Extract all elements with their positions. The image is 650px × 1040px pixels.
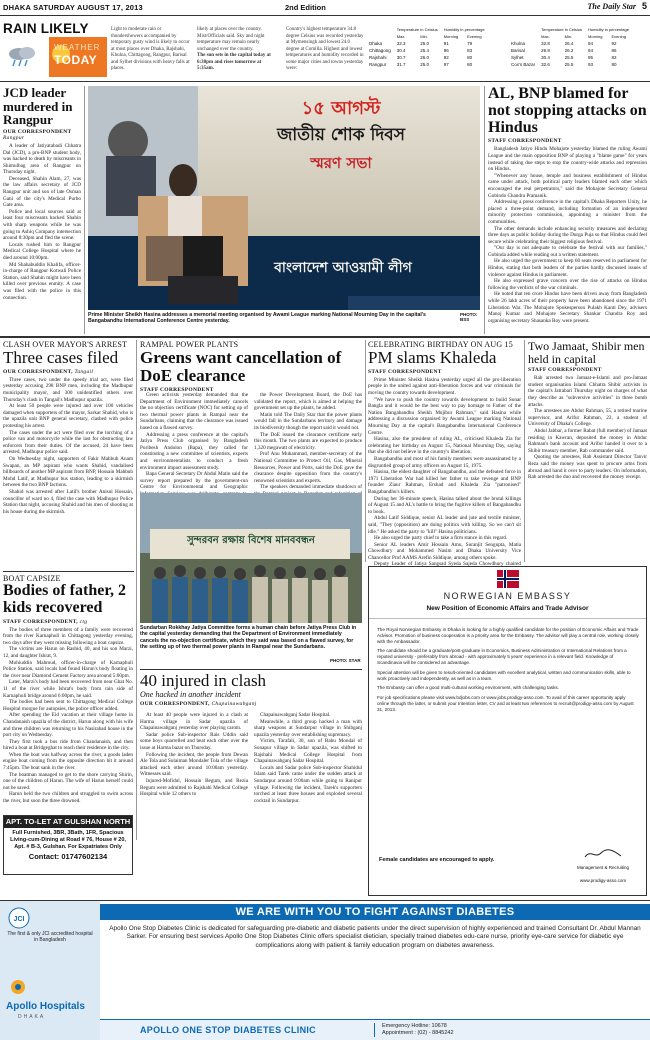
byline: [3, 129, 81, 141]
ad-line: Living-cum-Dining at Road # 76, House # 20,: [10, 837, 126, 843]
byline-name: OUR CORRESPONDENT: [3, 128, 72, 135]
kicker: CLASH OVER MAYOR'S ARREST: [3, 340, 128, 349]
byline: STAFF CORRESPONDENT: [528, 367, 602, 374]
byline: OUR CORRESPONDENT, Chapainawabganj: [140, 700, 257, 707]
weather-table-right: [508, 26, 632, 68]
headline: 40 injured in clash: [140, 671, 267, 690]
rain-cloud-icon: [5, 45, 41, 69]
byline: STAFF CORRESPONDENT: [140, 386, 214, 393]
dateline: Tangail: [74, 368, 94, 375]
article-al-bnp: [488, 86, 647, 334]
page-masthead: [0, 0, 650, 16]
prodigy-signature-icon: [583, 848, 623, 860]
section-divider: [0, 336, 650, 338]
article-boat: [3, 574, 133, 810]
byline: STAFF CORRESPONDENT: [488, 138, 562, 145]
norwegian-crest-icon: [497, 570, 519, 588]
appointment-number: Appointment : (02) - 8845242: [382, 1030, 454, 1036]
prodigy-url: www.prodigy-asso.com: [579, 878, 627, 883]
jci-badge-icon: [8, 907, 38, 929]
ad-contact: [7, 853, 129, 860]
weather-text-1: Light to moderate rain or thundershowers accompanied by temporary gusty wind is likely to occur at most places over Dhaka, Rajshahi, Khulna, Chittagong, Rangpur, Barisal and Sylhet divisions with heavy falls at places.: [111, 27, 190, 71]
contact-phone: 01747602134: [61, 852, 108, 861]
dateline: ctg: [79, 618, 88, 625]
headline: AL, BNP blamed for not stopping attacks on Hindus: [488, 85, 647, 136]
paper-logo: The Daily Star: [587, 2, 636, 11]
temp-group-header: Temperature in Celsius: [541, 27, 583, 32]
photo-credit: PHOTO: BSS: [460, 312, 478, 322]
human-chain-image: [140, 493, 362, 623]
banner-title: জাতীয় শোক দিবস: [277, 125, 405, 145]
weather-text-2a: likely at places over the country. Mist/Officials said. Sky and night temperature may remain nearly unchanged over the country.: [197, 27, 265, 52]
col-header: Max.: [541, 34, 550, 39]
badge-line1: WEATHER: [54, 43, 101, 52]
female-note: Female candidates are encouraged to apply.: [379, 857, 495, 863]
article-divider: [140, 669, 362, 670]
kicker: RAMPAL POWER PLANTS: [140, 340, 239, 349]
weather-title: RAIN LIKELY: [3, 21, 89, 36]
kicker: CELEBRATING BIRTHDAY ON AUG 15: [368, 340, 513, 349]
table-row: Khulna 32.8 26.4 94 92: [511, 41, 617, 46]
ad-line: Apt. # B-3, Gulshan. For Expatriates Only: [14, 844, 122, 850]
article-body: Three cases, two under the speedy trial act, were filed yesterday accusing 298 BNP men, including the Madhupur municipality mayor, and 300 unidentified others over Thursday's clash in Tangail's Madhupur upazila. At least 50 people were injured and over 100 vehicles damaged when supporters of the mayor, Sarkar Shahid, who is the upazila unit BNP general secretary, clashed with police protesting his arrest. The cases under the act were filed over the torching of a police van and motorcycle while the last for obstructing law enforcers from their duties. Of the accused, 24 have been arrested, Madhupur police said. On Wednesday night, supporters of Fakir Mahbub Anam Swapan, an MP aspirant who wants Shahid, vandalised billboards of another MP aspirant from BNP, Hossain Mahbub Mohd Latif, at Madhupur bus station, leading to a skirmish between the two BNP factions. Shahid was arrested after Latif's brother Anisul Hossain, councillor of ward no 4, filed the case with Madhupur Police Station that night, accusing Shahid and his men of shooting at his house during the skirmish.: [3, 376, 133, 515]
ad-line: Full Furnished, 3BR, 3Bath, 1FR, Spacious: [12, 830, 124, 836]
apollo-headline: WE ARE WITH YOU TO FIGHT AGAINST DIABETES: [100, 904, 650, 920]
svg-text:JCI: JCI: [13, 916, 25, 923]
ad-body: The Royal Norwegian Embassy in Dhaka is looking for a highly qualified candidate for the position of Economic Affairs and Trade Advisor. Promotion of business cooperation is a priority area for the Embassy. The advisor will play a central role, working closely with the Ambassador. The candidate should be a graduate/post-graduate in Economics, Business Administration or International Relations from a reputed university - preferably from abroad - with approximately 5 years' experience in a relevant field. Knowledge of Scandinavia will be considered an advantage. Special attention will be given to result-oriented candidates with excellent analytical, written and communication skills, able to work proactively and independently, as well as in a team. The Embassy can offer a good multi-cultural working environment, with challenging tasks. For job specifications please visit www.bdjobs.com or www.jobs.prodigy-asso.com. To avail of this career opportunity apply online through the latter, or submit your Intention letter, CV and at least two references to recruit@prodigy-asso.com by August 31, 2013.: [377, 627, 639, 712]
col-header: Evening: [467, 34, 482, 39]
article-body: A leader of Jatiyatabadi Chhatra Dal (JCD), a pro-BNP student body, was hacked to death by miscreants in Shimulbag area of Rangpur on Thursday night. Deceased, Shahin Alam, 27, was the law affairs secretary of JCD Rangpur unit and son of late Osman Gani of the city's Medical Purbo Gate area. Police and local sources said at least four miscreants hacked Shahin with sharp weapons while he was going to Ashiq Company intersection around 8:30pm and fled the scene. Locals rushed him to Rangpur Medical College Hospital where he died around 10:00pm. Md Shahabuddin Khalifa, officer-in-charge of Rangpur Kotwali Police Station, said Shahin might have been killed over previous enmity. A case was filed with the police in this connection.: [3, 142, 81, 301]
col-header: Morning: [588, 34, 603, 39]
headline: Three cases filed: [3, 348, 119, 367]
apollo-city: DHAKA: [18, 1014, 46, 1020]
embassy-brand: NORWEGIAN EMBASSY: [443, 591, 572, 601]
article-body: Bangladesh Jatiyo Hindu Mohajote yesterday blamed the ruling Awami League and the main opposition BNP of playing a "blame game" for years instead of taking due steps to stop the country-wide attacks and repression on Hindus. "Whenever any house, temple and business establishment of Hindus came under attack, both political party leaders blamed each other which encouraged the real perpetrators," said the Mohajote Secretary General Gobindo Chandra Pramanik. Addressing a press conference in the capital's Dhaka Reporters Unity, he placed a three-point demand, including formation of an independent minority protection commission, appointing a minister from the communities. The other demands include enhancing security measures and declaring three days as public holiday during the Durga Puja so that Hindus could feel secure while celebrating their biggest religious festival. "Our day is not adequate to celebrate the festival with our families," Gobinda added while reading out a written statement. He also urged the government to keep 60 seats reserved in parliament for Hindus, stating that both leaders of the parties hardly discussed issues of violence against Hindus in parliament. He also expressed grave concern over the rise of attacks on Hindus following the verdicts of the war criminals. He noted that ten crore Hindus have been driven away from Bangladesh while 26 lakh acres of their property have been abandoned since the 1971 Liberation War. The Mohajote Spokesperson Pulakh Kanti Dey, advisers Manoj Kumar and Mohajote Secretary Shankar Chandra Roy and organising secretary Shasanka Roy were present.: [488, 146, 647, 324]
col-header: [508, 33, 538, 40]
article-mayor: [3, 340, 133, 568]
temp-group-header: Temperature in Celsius: [396, 27, 438, 32]
banner-org: বাংলাদেশ আওয়ামী লীগ: [274, 260, 412, 276]
weather-text-3: Country's highest temperature 34.8 degree Celsius was recorded yesterday at Mymensingh and lowest 24.0 degree at Comilla. Highest and lowest temperatures and humidity recorded in some major cities and towns yesterday were:: [286, 27, 364, 71]
article-body: Prime Minister Sheikh Hasina yesterday urged all the pro-liberation people in the united against anti-liberation forces and war criminals for moving the country towards development. "We have to push the country towards development to build Sonar Bangla and it would be the best way to pay homage to Father of the Nation Bangabandhu Sheikh Mujibur Rahman," said Hasina while addressing a discussion organised by Awami League marking National Mourning Day at the capital's Bangabandhu International Conference Centre. Hasina, also the president of ruling AL, criticised Khaleda Zia for celebrating her birthday on August 15, National Mourning Day, saying that she did not believe in the country's liberation. Bangabandhu and most of his family members were assassinated by a disgruntled group of army officers on August 15, 1975. Hasina, the eldest daughter of Bangabandhu, and the defeated force in 1971 Liberation War had killed her father to take revenge and BNP founder Ziaur Rahman, Ershad and Khaleda Zia "patronised" Bangabandhu's killers. During her 36-minute speech, Hasina talked about the brutal killings of August 15 and AL's battle to bring the fugitive killers of Bangabandhu to book. Abdul Latif Siddique, senior AL leader and jute and textile minister, said, "They (opposition) are doing politics with killing. So we can't sit idle." He asked the party to "kill" Hasina politicians. He also urged the party chief to take a firm stance in this regard. Senior AL leaders Amir Hossain Amu, Suranjit Sengupta, Matia Chowdhury and Mohammed Nasim and Dhaka University Vice Chancellor Prof AAMS Arefin Siddique, among others spoke. Deputy Leader of Jatiya Sangsad Syeda Sajeda Chowdhury chaired: [368, 376, 521, 568]
article-divider: [3, 571, 134, 572]
headline: Two Jamaat, Shibir men held in capital: [528, 339, 645, 366]
article-pm-khaleda: [368, 340, 521, 568]
headline: JCD leader murdered in Rangpur: [3, 85, 73, 128]
badge-line2: TODAY: [54, 53, 98, 67]
article-body-col2: the Power Development Board, the DoE has validated the report, which is aimed at helping the government set up the plants, he added. Matin told The Daily Star that the power plants would fall in the Sundarbans territory and damage its biodiversity though the report said it would not. The DoE issued the clearance certificate early this month. The two plants are expected to produce 1,320 megawatt of electricity. Prof Anu Muhammad, member-secretary of the National Committee to Protect Oil, Gas, Mineral Resources, Power and Ports, said the DoE gave the clearance despite opposition from the country's renowned scientists and experts. The speakers demanded immediate shutdown of: [254, 392, 362, 491]
bar-divider: [374, 1023, 375, 1037]
dateline: Chapainawabganj: [211, 700, 257, 707]
column-divider: [136, 340, 137, 840]
ad-title: New Position of Economic Affairs and Trade Advisor: [426, 605, 589, 612]
col-header: Evening: [611, 34, 626, 39]
date-line: DHAKA SATURDAY AUGUST 17, 2013: [3, 3, 143, 12]
clinic-contacts: [382, 1023, 454, 1037]
table-row: Dhaka 32.3 25.0 91 79: [369, 41, 473, 46]
article-rampal: [140, 340, 362, 490]
sundarban-photo: [140, 493, 362, 623]
subhead: One hacked in another incident: [140, 689, 241, 699]
col-header: [366, 33, 394, 40]
sunset-line: The sun sets in the capital today at 6:38pm and rises tomorrow at 5:35am.: [197, 53, 271, 71]
article-body: Rab arrested two Jamaat-e-Islami and pro-Jamaat student organisation Islami Chhatra Shibir activists in the capital's Jatrabari Thursday night on charges of what they describe as "subversive activities" in three bomb attacks. The arrestees are Abdur Rahman, 55, a retired marine supervisor, and Arifur Rahman, 22, a student of University of Dhaka's College. Abdul Jabbar, a former Rabat (full member) of Jamaat residing in Kawran, deposited the money in Abdur Rahman's bank account and Arifur handed it over to a Shibir treasury member, Rab commander said. Quoting the arrestees, Rab Assistant Director Tanvir Reza said the money was spent to procure arms from abroad and hand it over to party leaders. On information, Rab arrested the duo and recovered the money receipt.: [528, 375, 647, 481]
article-body: The bodies of three members of a family were recovered from the river Karnaphuli in Chittagong yesterday evening, two days after they went missing following a boat capsize. The victims are Harun on Rashid, 40, and his son Marzi, 12, and daughter Ishrat, 9. Mohiuddin Mahmud, officer-in-charge of Karnaphuli Police Station, said locals had found Harun's body floating in the river near Diamond Cement Factory area around 5:00pm. Later, Marzi's body had been recovered from near Ghat No. 11 of the river while Ishrat's body from rain side of Karnaphuli bridge around 6:00pm, he said. The bodies had been sent to Chittagong Medical College Hospital morgue for autopsies, the police officer added. After spending the Eid vacation at their village home in Chandanaish upazila of the district, Harun along with his wife and three children was returning to his Nasirabad house in the port city on Wednesday. They first took a bus ride from Chandanaish, and then hired a boat at Bridgeghat to reach their residence in the city. When the boat was halfway across the river, a goods laden engine boat coming from the opposite direction hit it around 7:45pm. The boat sank in the river. The boatman managed to get to the shore carrying Shirin, one of the children of Harun. The wife of Harun herself could not be saved. Harun held the two children and struggled to swim across the river, but soon the three drowned.: [3, 626, 133, 805]
table-row: Rajshahi 30.7 26.0 92 80: [369, 55, 473, 60]
article-shibir: [528, 340, 647, 562]
table-row: Rangpur 31.7 25.0 97 80: [369, 62, 473, 67]
edition-label: 2nd Edition: [285, 3, 326, 12]
byline: OUR CORRESPONDENT, Tangail: [3, 368, 94, 375]
banner-text: সুন্দরবন রক্ষায় বিশেষ মানববন্ধন: [187, 535, 315, 546]
weather-box: [3, 21, 107, 79]
weather-section: [0, 17, 650, 82]
ad-header: [369, 567, 646, 619]
table-row: Chittagong 30.4 25.4 96 83: [369, 48, 473, 53]
kicker: BOAT CAPSIZE: [3, 574, 61, 583]
col-header: Min.: [564, 34, 573, 39]
column-divider: [84, 86, 85, 334]
norwegian-embassy-ad: [368, 566, 647, 896]
apollo-ad: [0, 900, 650, 1039]
dateline: Rangpur: [3, 134, 25, 141]
headline: PM slams Khaleda: [368, 348, 497, 367]
col-header: Max.: [396, 34, 406, 39]
headline: Greens want cancellation of DoE clearance: [140, 348, 342, 385]
humidity-group-header: Humidity in percentage: [588, 27, 629, 32]
column-divider: [365, 340, 366, 562]
headline: Bodies of father, 2 kids recovered: [3, 582, 126, 616]
humidity-group-header: Humidity in percentage: [443, 27, 485, 32]
article-jcd: [3, 86, 81, 334]
jci-text: The first & only JCI accredited hospital in Bangladesh: [7, 931, 93, 943]
col-header: Morning: [443, 34, 459, 39]
byline-name: OUR CORRESPONDENT: [140, 700, 209, 707]
photo-caption: Prime Minister Sheikh Hasina addresses a memorial meeting organised by Awami League marking National Mourning Day in the capital's Bangabandhu International Conference Centre yesterday.: [88, 312, 426, 325]
article-clash40: [140, 672, 362, 842]
apollo-left-panel: [0, 901, 100, 1040]
byline-name: OUR CORRESPONDENT: [3, 368, 72, 375]
weather-today-badge: [49, 37, 107, 77]
apollo-clinic-bar: [100, 1019, 650, 1040]
byline: STAFF CORRESPONDENT, ctg: [3, 618, 88, 625]
weather-text-2: [197, 27, 279, 73]
column-divider: [484, 86, 485, 334]
apartment-ad: [3, 815, 133, 875]
page-number: 5: [641, 1, 647, 11]
banner-sub: স্মরণ সভা: [310, 154, 372, 172]
ad-body: [7, 830, 129, 860]
photo-caption: Sundarban Rokkhay Jatiya Committee forms a human chain before Jatiya Press Club in the capital yesterday demanding that the Department of Environment immediately cancels the no-objection certificate, which they said was based on a flawed survey, for the setting up of two thermal power plants in Rampal near the Sundarbans.: [140, 625, 357, 651]
article-body-col2: Chapainawabganj Sadar Hospital. Meanwhile, a third group hacked a man with sharp weapons at Sundarpur village in Shibganj upazila yesterday over establishing supremacy. Victim, Tarafali, 30, son of Babu Mondal of Sonapur village in Sadar upazila, was shifted to Rajshahi Medical College Hospital from Chapainawabganj Sadar Hospital. Locals and Sadar police Sub-inspector Shahidul Islam said Tarek came under the sudden attack at Sundarpur around 9:00am while going to Ranipur village. Following the incident, Tarek's supporters torched at least three houses and exploded several cocktail in Sundarpur.: [254, 712, 362, 804]
apollo-logo-icon: [8, 979, 28, 995]
banner-number: ১৫ আগস্ট: [301, 98, 381, 119]
byline-name: STAFF CORRESPONDENT: [3, 618, 77, 625]
main-photo: [88, 86, 480, 310]
table-row: Barisal 29.8 26.2 94 86: [511, 48, 617, 53]
prodigy-tagline: Management & Recruiting: [576, 865, 630, 870]
col-header: Min.: [420, 34, 428, 39]
byline: STAFF CORRESPONDENT: [368, 368, 442, 375]
prodigy-logo: [564, 847, 642, 883]
article-body-col1: At least 40 people were injured in a clash at Harma village in Sadar upazila of Chapainawabganj yesterday over playing carom. Sadar police Sub-inspector Rais Uddin said some boys quarrelled and beat each other over the issue at Harma bazar on Thursday. Following the incident, the people from Dewan Ale Tola and Solaiman Mondaler Tola of the village attacked each other around 10:00am yesterday. Witnesses said. Injured-Mofidul, Hossain Begum, and Rezia Begum were admitted to Rajshahi Medical College Hospital while 12 others to: [140, 712, 248, 798]
table-row: Cox's Bazar 32.6 25.5 93 80: [511, 62, 617, 67]
article-body-col1: Green activists yesterday demanded that the Department of Environment immediately cancels the no objection certificate (NOC) for setting up of two thermal power plants in Rampal near the Sundarbans, claiming that the clearance was issued based on a flawed survey. Addressing a press conference at the capital's Jatiya Press Club organised by Bangladesh Poribesh Andolon (Bapa), they called for constituting a new committee of scientists, experts and environmentalists to conduct a fresh environment impact assessment study. Bapa General Secretary Dr Abdul Matin said the survey report prepared by the government-run Centre for Environmental and Geographic: [140, 392, 248, 491]
clinic-name: APOLLO ONE STOP DIABETES CLINIC: [140, 1025, 316, 1035]
contact-label: Contact:: [28, 852, 60, 861]
apollo-text: Apollo One Stop Diabetes Clinic is dedicated for safeguarding pre-diabetic and diabetic patients under the direct supervision of highly experienced and trained Consultant Dr. Abdul Mannan Sarker. For ensuring best services Apollo One Stop Diabetes Clinic offers specialist dietician, specially trained diabetes edu-care nurse, priority eye-care service for diabetic eye complications along with patient & family education program on diabetes awareness.: [109, 925, 641, 949]
weather-table-left: [366, 26, 488, 68]
emergency-hotline: Emergency Hotline: 10678: [382, 1023, 447, 1029]
column-divider: [524, 340, 525, 562]
ad-title: APT. TO-LET AT GULSHAN NORTH: [5, 817, 131, 826]
apollo-logo: Apollo Hospitals: [6, 1001, 85, 1012]
photo-credit: PHOTO: STAR: [330, 658, 361, 663]
table-row: Sylhet 30.4 25.5 95 82: [511, 55, 617, 60]
